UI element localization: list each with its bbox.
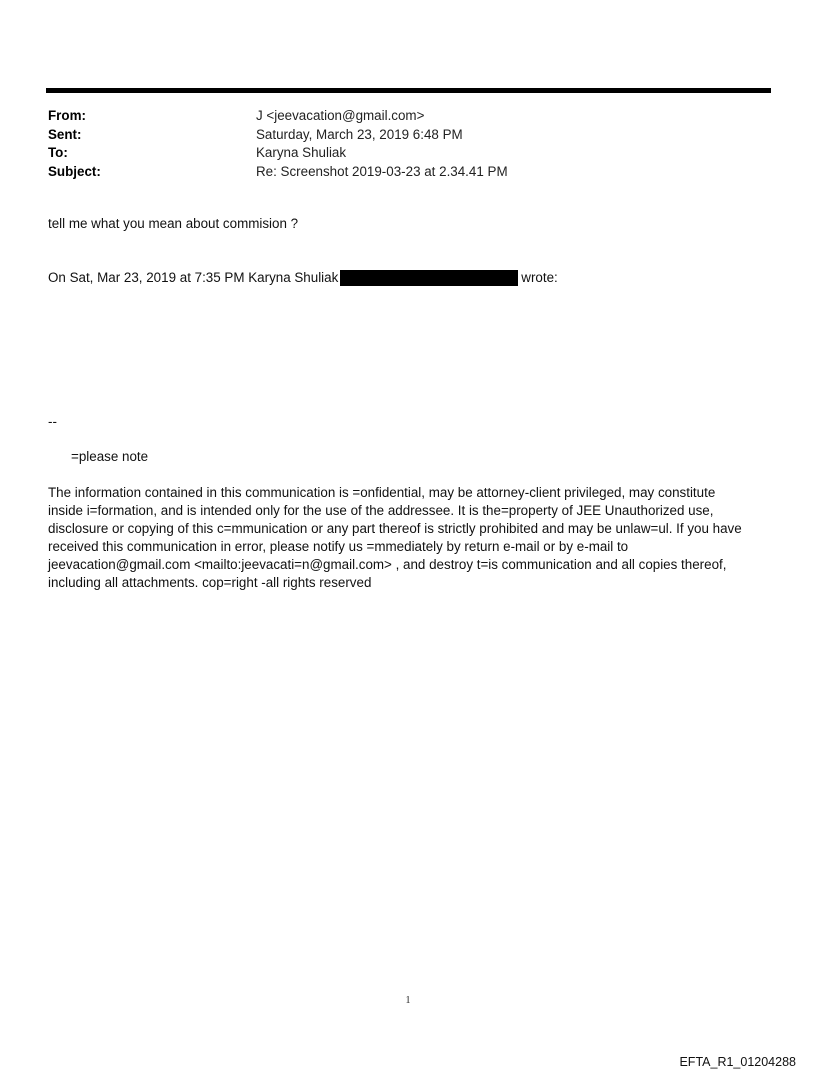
disclaimer-line: received this communication in error, please notify us =mmediately by return e-mail or by e-mail to xyxy=(48,539,629,554)
disclaimer-line: inside i=formation, and is intended only for the use of the addressee. It is the=property of JEE Unauthorized use, xyxy=(48,503,714,518)
from-value: J <jeevacation@gmail.com> xyxy=(256,108,425,123)
quote-intro xyxy=(48,269,558,287)
from-row xyxy=(48,107,748,126)
to-value: Karyna Shuliak xyxy=(256,145,347,160)
please-note: =please note xyxy=(71,449,149,464)
header-divider xyxy=(46,88,771,93)
signature-separator: -- xyxy=(48,414,57,429)
page-number: 1 xyxy=(405,995,411,1006)
disclaimer-line: including all attachments. cop=right -all rights reserved xyxy=(48,575,372,590)
subject-row xyxy=(48,163,748,182)
redaction-bar xyxy=(340,270,518,286)
disclaimer-line: The information contained in this communication is =onfidential, may be attorney-client privileged, may constitute xyxy=(48,485,716,500)
sent-row xyxy=(48,126,748,145)
to-label: To: xyxy=(48,145,68,160)
sent-value: Saturday, March 23, 2019 6:48 PM xyxy=(256,126,463,142)
quote-intro-text: On Sat, Mar 23, 2019 at 7:35 PM Karyna Shuliak xyxy=(48,270,339,285)
sent-label: Sent: xyxy=(48,126,82,142)
from-label: From: xyxy=(48,108,86,123)
disclaimer-line: jeevacation@gmail.com <mailto:jeevacati=n@gmail.com> , and destroy t=is communication and all copies thereof, xyxy=(48,557,727,572)
disclaimer-line: disclosure or copying of this c=mmunication or any part thereof is strictly prohibited and may be unlaw=ul. If you have xyxy=(48,521,742,536)
document-id: EFTA_R1_01204288 xyxy=(679,1055,796,1069)
message-text: tell me what you mean about commision ? xyxy=(48,216,299,231)
subject-value: Re: Screenshot 2019-03-23 at 2.34.41 PM xyxy=(256,163,508,179)
email-header xyxy=(48,107,748,181)
quote-intro-wrote: wrote: xyxy=(521,270,558,285)
confidentiality-disclaimer xyxy=(48,484,760,592)
subject-label: Subject: xyxy=(48,163,101,179)
to-row xyxy=(48,144,748,163)
